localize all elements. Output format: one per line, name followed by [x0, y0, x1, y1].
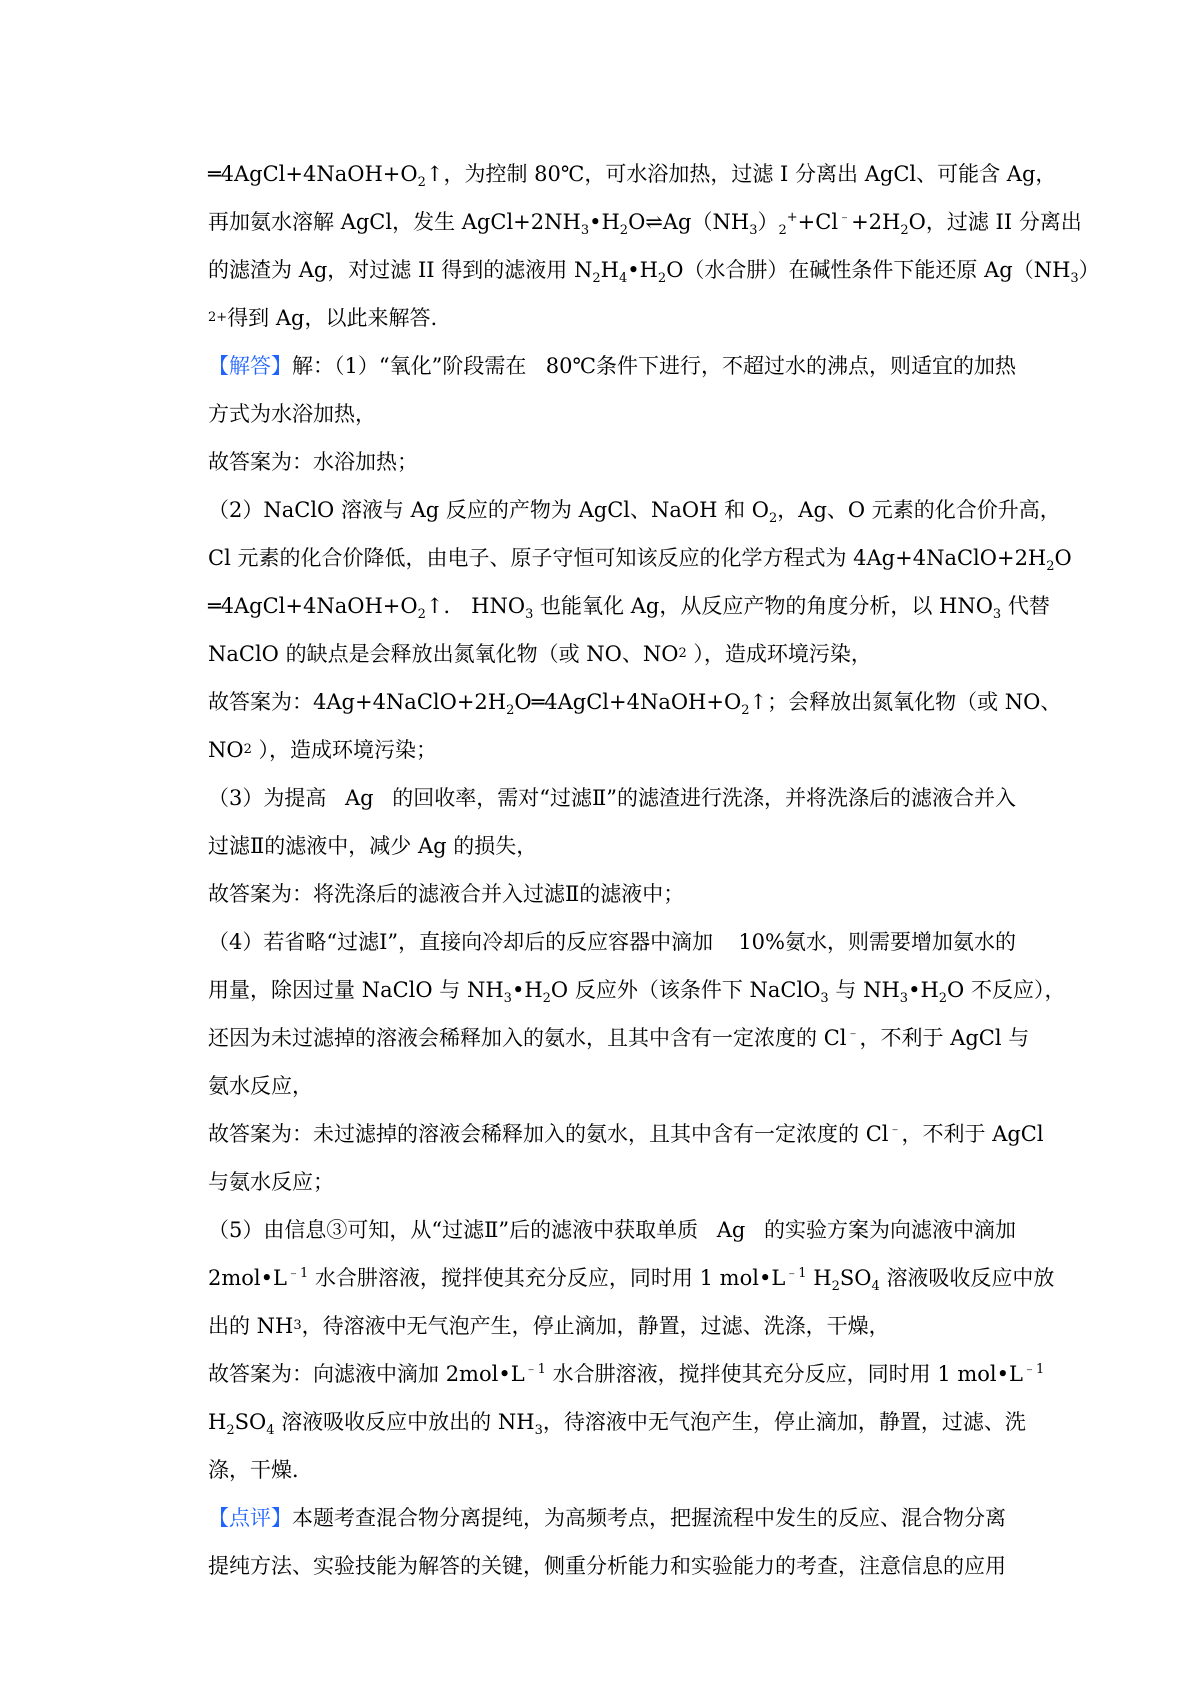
- text-line: NO 2 ），造成环境污染；: [208, 738, 438, 762]
- document-body: [208, 150, 1100, 1590]
- text-line: 2 + 得到 Ag，以此来解答.: [208, 306, 438, 330]
- text-line: （3）为提高 Ag 的回收率，需对“过滤Ⅱ”的滤渣进行洗涤，并将洗涤后的滤液合并入: [208, 786, 1016, 810]
- text-line: 方式为水浴加热，: [208, 402, 376, 426]
- text-line: 故答案为：向滤液中滴加 $2mol•L^{﹣1}$ 水合肼溶液，搅拌使其充分反应，同时用 1 $mol•L^{﹣1}$: [208, 1362, 1045, 1386]
- text-line: （2）NaClO 溶液与 Ag 反应的产物为 AgCl、NaOH 和 $O_2$，Ag、O 元素的化合价升高，: [208, 498, 1061, 527]
- text-line: （5）由信息③可知，从“过滤Ⅱ”后的滤液中获取单质 Ag 的实验方案为向滤液中滴加: [208, 1218, 1016, 1242]
- text-line: （4）若省略“过滤Ⅰ”，直接向冷却后的反应容器中滴加 10%氨水，则需要增加氨水的: [208, 930, 1016, 954]
- text-line: 用量，除因过量 NaClO 与 $NH_3•H_2O$ 反应外（该条件下 NaClO$_3$ 与 $NH_3•H_2O$ 不反应），: [208, 978, 1066, 1007]
- text-line: 出的 NH 3 ，待溶液中无气泡产生，停止滴加，静置，过滤、洗涤，干燥，: [208, 1314, 890, 1338]
- text-line: 再加氨水溶解 AgCl，发生 $AgCl+2NH_3•H_2O\rightleftharpoons Ag(NH_3)_2^++Cl^﹣+2H_2O$，过滤 II 分离出: [208, 210, 1082, 239]
- text-line: 故答案为：将洗涤后的滤液合并入过滤Ⅱ的滤液中；: [208, 882, 685, 906]
- text-line: 【点评】本题考查混合物分离提纯，为高频考点，把握流程中发生的反应、混合物分离: [208, 1506, 1006, 1530]
- text-line: Cl 元素的化合价降低，由电子、原子守恒可知该反应的化学方程式为 $4Ag+4NaClO+2H_2O$: [208, 546, 1072, 575]
- text-line: 氨水反应，: [208, 1074, 313, 1098]
- text-line: NaClO 的缺点是会释放出氮氧化物（或 NO、NO 2 ），造成环境污染，: [208, 642, 872, 666]
- text-line: 过滤Ⅱ的滤液中，减少 Ag 的损失，: [208, 834, 538, 858]
- text-line: 与氨水反应；: [208, 1170, 334, 1194]
- text-line: 还因为未过滤掉的溶液会稀释加入的氨水，且其中含有一定浓度的 Cl﹣，不利于 AgCl 与: [208, 1026, 1030, 1050]
- text-line: 的滤渣为 Ag，对过滤 II 得到的滤液用 $N_2H_4•H_2O$（水合肼）在碱性条件下能还原 $Ag(NH_3)$: [208, 258, 1100, 287]
- text-line: $═4AgCl+4NaOH+O_2↑$． $HNO_3$ 也能氧化 Ag，从反应产物的角度分析，以 $HNO_3$ 代替: [208, 594, 1050, 623]
- text-line: 故答案为：$4Ag+4NaClO+2H_2O═4AgCl+4NaOH+O_2↑$；会释放出氮氧化物（或 NO、: [208, 690, 1062, 719]
- text-line: 涤，干燥．: [208, 1458, 313, 1482]
- text-line: 故答案为：水浴加热；: [208, 450, 418, 474]
- text-line: 故答案为：未过滤掉的溶液会稀释加入的氨水，且其中含有一定浓度的 Cl﹣，不利于 AgCl: [208, 1122, 1044, 1146]
- text-line: $H_2SO_4$ 溶液吸收反应中放出的 $NH_3$，待溶液中无气泡产生，停止滴加，静置，过滤、洗: [208, 1410, 1026, 1439]
- text-line: 提纯方法、实验技能为解答的关键，侧重分析能力和实验能力的考查，注意信息的应用: [208, 1554, 1006, 1578]
- text-line: $2mol•L^{﹣1}$ 水合肼溶液，搅拌使其充分反应，同时用 1 $mol•L^{﹣1}$ $H_2SO_4$ 溶液吸收反应中放: [208, 1266, 1055, 1295]
- text-line: $═4AgCl+4NaOH+O_2↑$，为控制 80℃，可水浴加热，过滤 I 分离出 AgCl、可能含 Ag，: [208, 162, 1057, 191]
- text-line: 【解答】解：（1）“氧化”阶段需在 80℃条件下进行，不超过水的沸点，则适宜的加热: [208, 354, 1016, 378]
